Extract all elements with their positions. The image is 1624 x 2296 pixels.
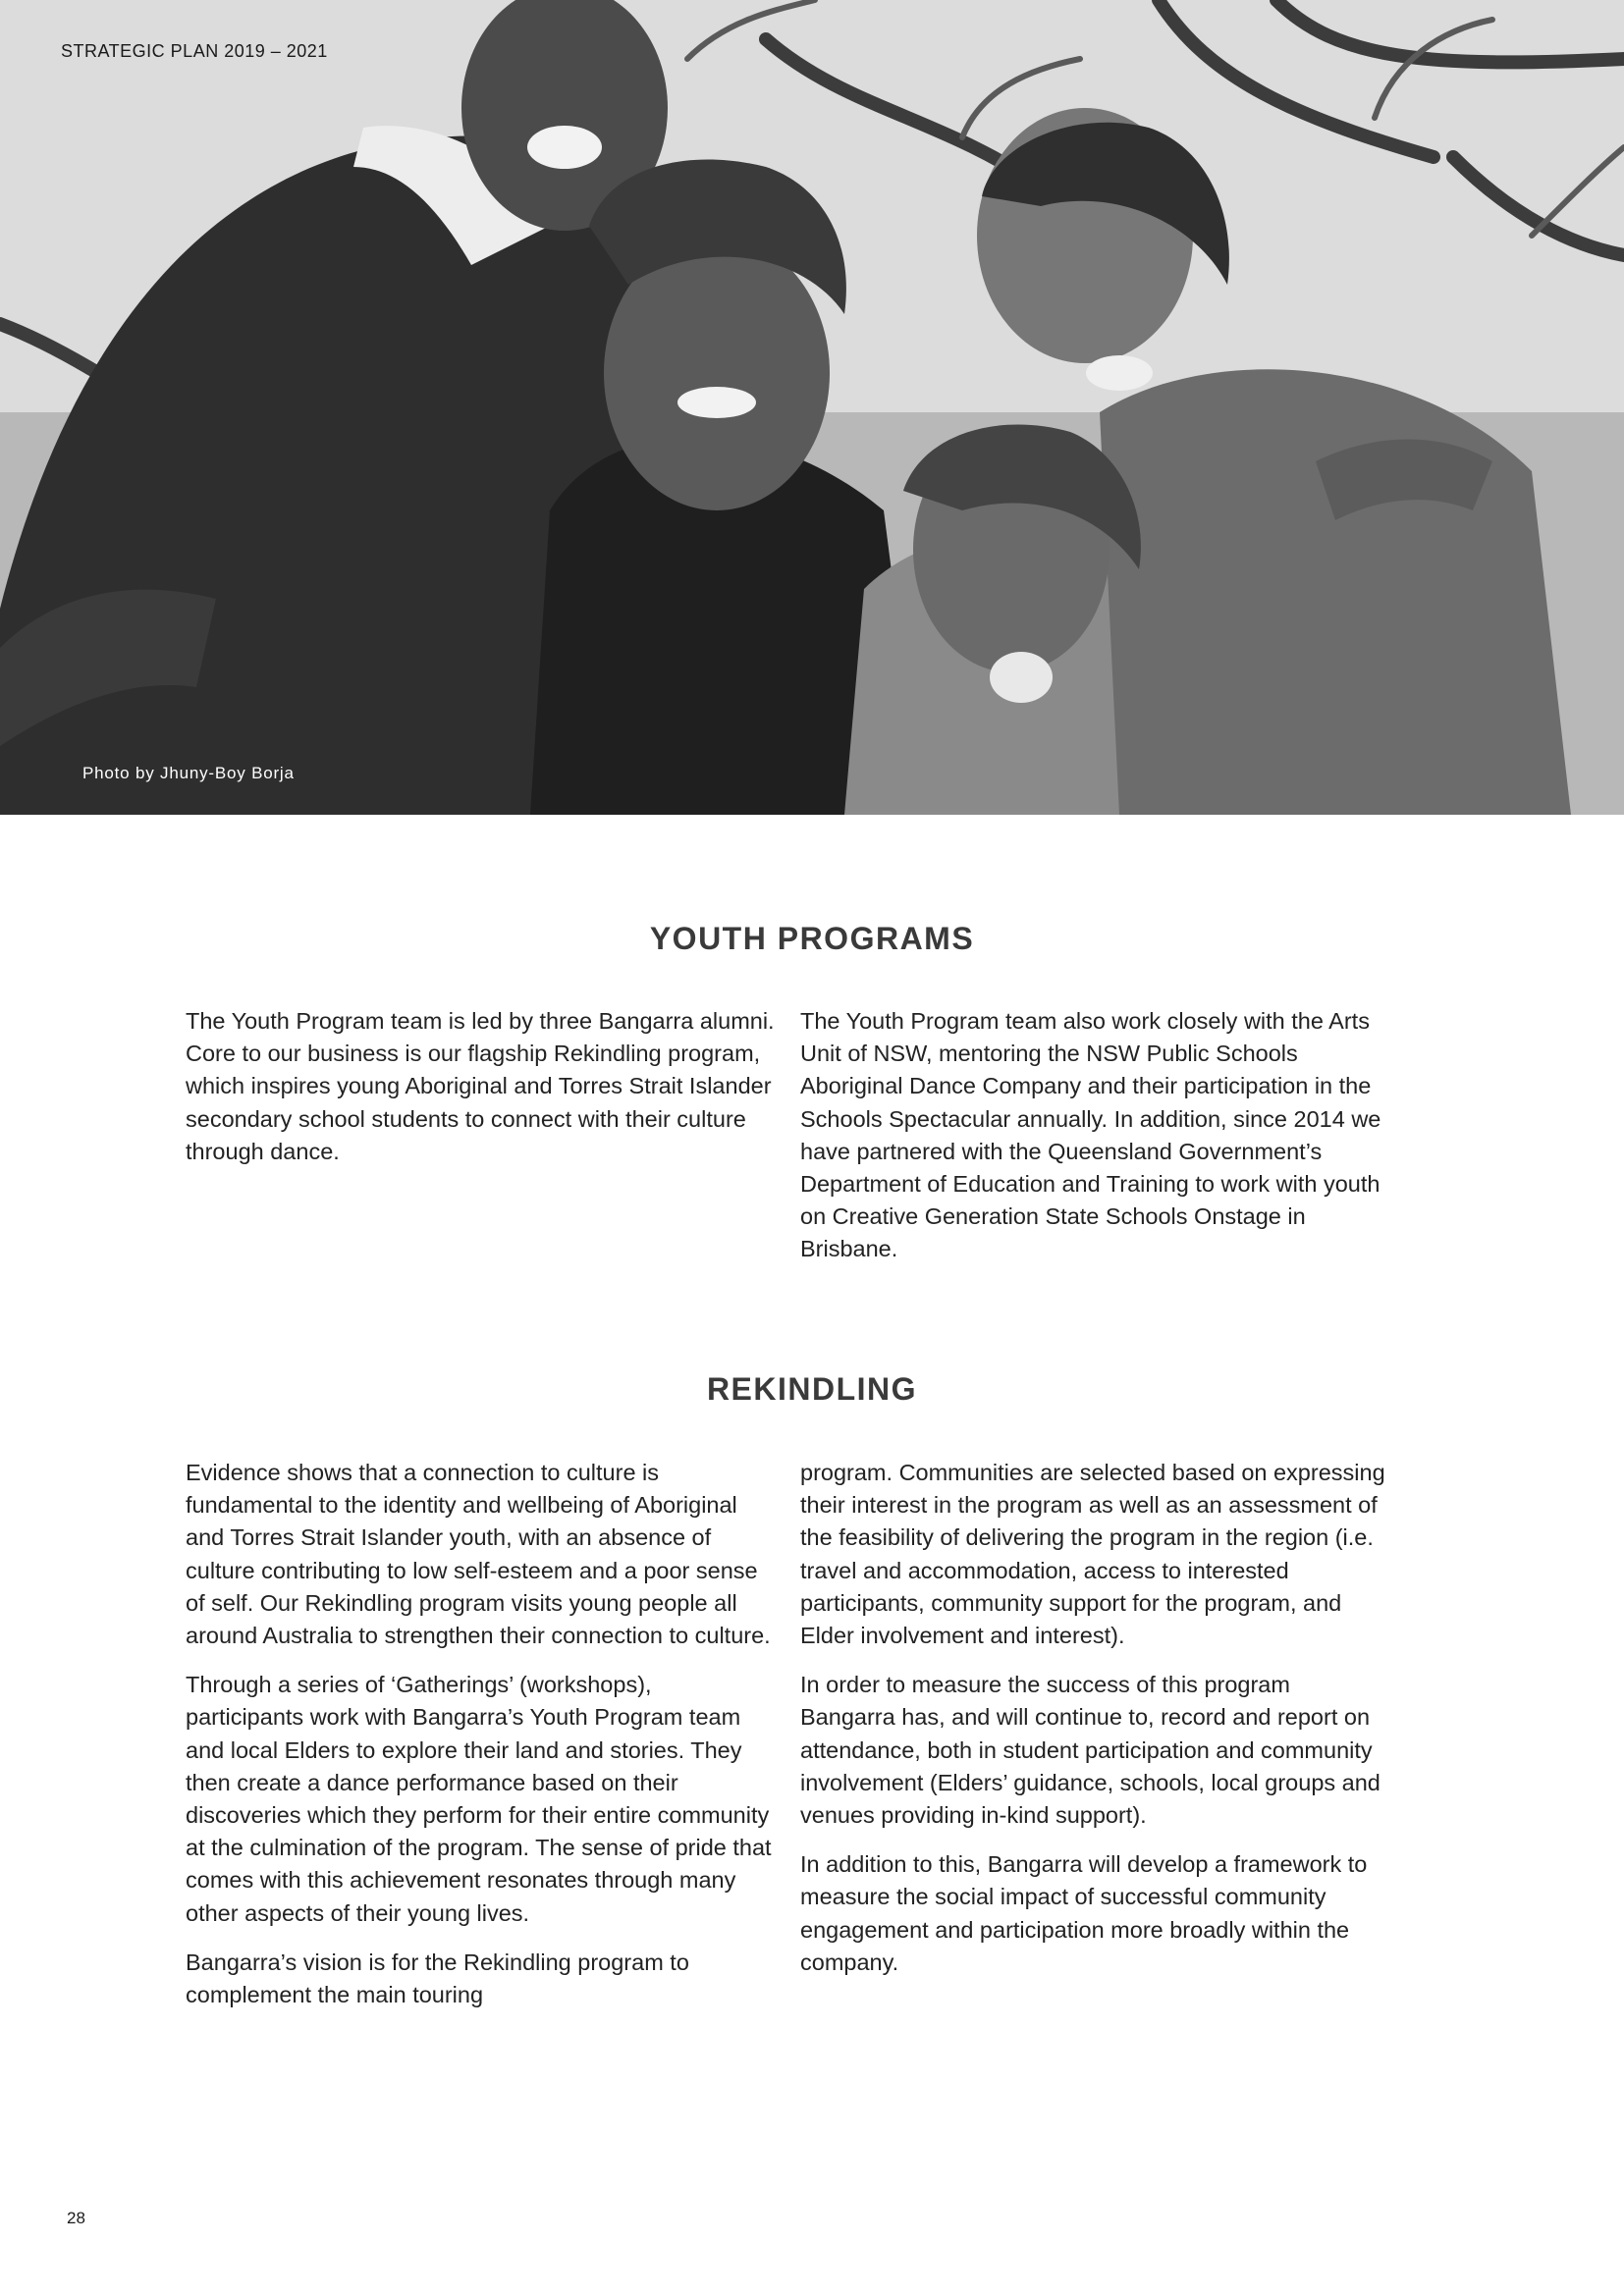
youth-programs-left-column bbox=[186, 1005, 775, 1185]
body-paragraph: The Youth Program team is led by three Bangarra alumni. Core to our business is our flagship Rekindling program, which inspires young Aboriginal and Torres Strait Islander secondary school students to connect with their culture through dance. bbox=[186, 1008, 775, 1164]
hero-photo bbox=[0, 0, 1624, 815]
page-number: 28 bbox=[67, 2209, 85, 2227]
photo-credit: Photo by Jhuny-Boy Borja bbox=[82, 764, 295, 782]
body-paragraph: In order to measure the success of this program Bangarra has, and will continue to, record and report on attendance, both in student participation and community involvement (Elders’ guidance, schools, local groups and venues providing in-kind support). bbox=[800, 1672, 1380, 1829]
body-paragraph: In addition to this, Bangarra will develop a framework to measure the social impact of successful community engagement and participation more broadly within the company. bbox=[800, 1851, 1368, 1975]
youth-programs-title: YOUTH PROGRAMS bbox=[649, 921, 975, 956]
photo-illustration bbox=[0, 0, 1624, 815]
rekindling-left-column bbox=[186, 1457, 775, 2028]
running-header: STRATEGIC PLAN 2019 – 2021 bbox=[61, 41, 328, 61]
body-paragraph: Through a series of ‘Gatherings’ (workshops), participants work with Bangarra’s Youth Program team and local Elders to explore their land and stories. They then create a dance performance based on their discoveries which they perform for their entire community at the culmination of the program. The sense of pride that comes with this achievement resonates through many other aspects of their young lives. bbox=[186, 1672, 772, 1926]
body-paragraph: Bangarra’s vision is for the Rekindling program to complement the main touring bbox=[186, 1949, 689, 2008]
youth-programs-right-column bbox=[800, 1005, 1389, 1283]
body-paragraph: The Youth Program team also work closely with the Arts Unit of NSW, mentoring the NSW Public Schools Aboriginal Dance Company and their participation in the Schools Spectacular annually. In addition, since 2014 we have partnered with the Queensland Government’s Department of Education and Training to work with youth on Creative Generation State Schools Onstage in Brisbane. bbox=[800, 1008, 1381, 1262]
body-paragraph: program. Communities are selected based on expressing their interest in the program as well as an assessment of the feasibility of delivering the program in the region (i.e. travel and accommodation, access to interested participants, community support for the program, and Elder involvement and interest). bbox=[800, 1460, 1385, 1649]
rekindling-title: REKINDLING bbox=[706, 1371, 918, 1407]
rekindling-right-column bbox=[800, 1457, 1389, 1996]
body-paragraph: Evidence shows that a connection to culture is fundamental to the identity and wellbeing of Aboriginal and Torres Strait Islander youth, with an absence of culture contributing to low self-esteem and a poor sense of self. Our Rekindling program visits young people all around Australia to strengthen their connection to culture. bbox=[186, 1460, 771, 1649]
